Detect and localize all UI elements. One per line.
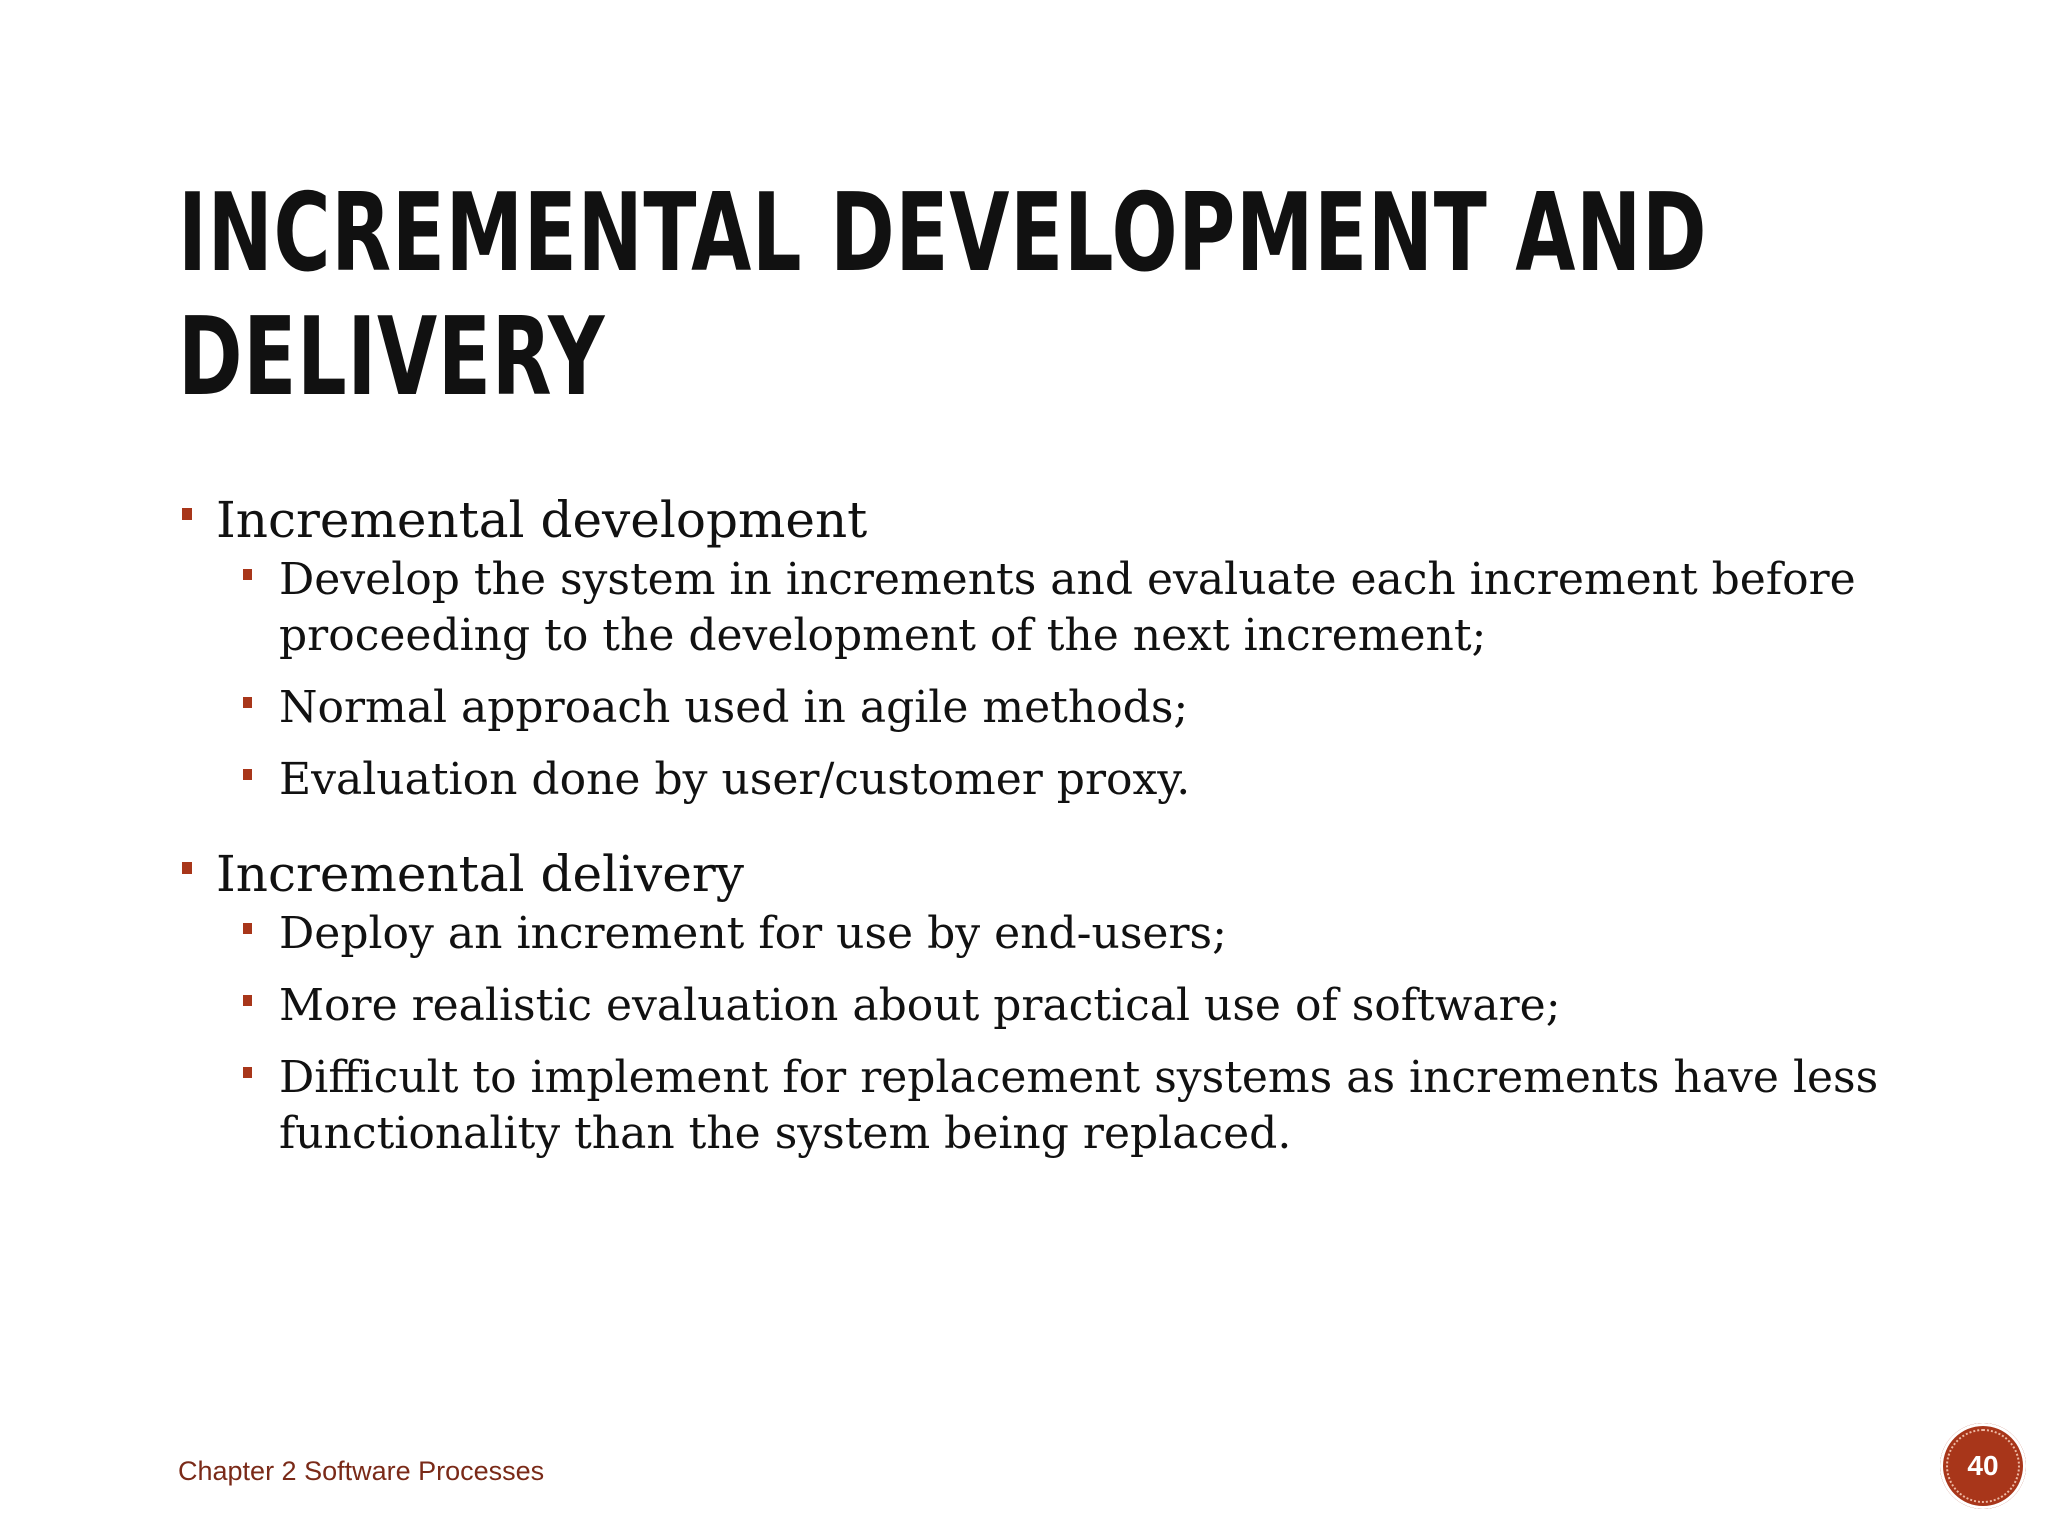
- bullet-text: More realistic evaluation about practical use of software;: [279, 980, 1561, 1031]
- page-number-badge: [1940, 1423, 2026, 1509]
- bullet-level-2: [279, 906, 1959, 962]
- bullet-text: Evaluation done by user/customer proxy.: [279, 754, 1191, 805]
- slide-content: [178, 490, 1938, 1178]
- square-bullet-icon: [243, 769, 252, 780]
- bullet-text: Incremental development: [216, 491, 868, 549]
- bullet-text: Develop the system in increments and evaluate each increment before proceeding to the development of the next increment;: [279, 554, 1856, 661]
- footer-chapter-label: Chapter 2 Software Processes: [178, 1456, 545, 1486]
- square-bullet-icon: [243, 995, 252, 1006]
- bullet-text: Deploy an increment for use by end-users;: [279, 908, 1227, 959]
- bullet-level-1-incremental-delivery: [178, 844, 1938, 904]
- square-bullet-icon: [243, 923, 252, 934]
- square-bullet-icon: [182, 862, 192, 874]
- slide-title: [178, 171, 1708, 420]
- bullet-text: Difficult to implement for replacement systems as increments have less functionality than the system being replaced.: [279, 1052, 1879, 1159]
- bullet-level-2: [279, 752, 1959, 808]
- bullet-level-2: [279, 978, 1959, 1034]
- square-bullet-icon: [243, 697, 252, 708]
- bullet-level-1-incremental-development: [178, 490, 1938, 550]
- bullet-level-2: [279, 1050, 1959, 1162]
- bullet-level-2: [279, 680, 1959, 736]
- square-bullet-icon: [182, 508, 192, 520]
- bullet-text: Incremental delivery: [216, 845, 745, 903]
- slide-title-line-2: DELIVERY: [178, 295, 606, 420]
- bullet-level-2: [279, 552, 1959, 664]
- bullet-text: Normal approach used in agile methods;: [279, 682, 1189, 733]
- page-number: 40: [1967, 1450, 1999, 1481]
- square-bullet-icon: [243, 569, 252, 580]
- square-bullet-icon: [243, 1067, 252, 1078]
- slide-title-line-1: INCREMENTAL DEVELOPMENT AND: [178, 171, 1708, 296]
